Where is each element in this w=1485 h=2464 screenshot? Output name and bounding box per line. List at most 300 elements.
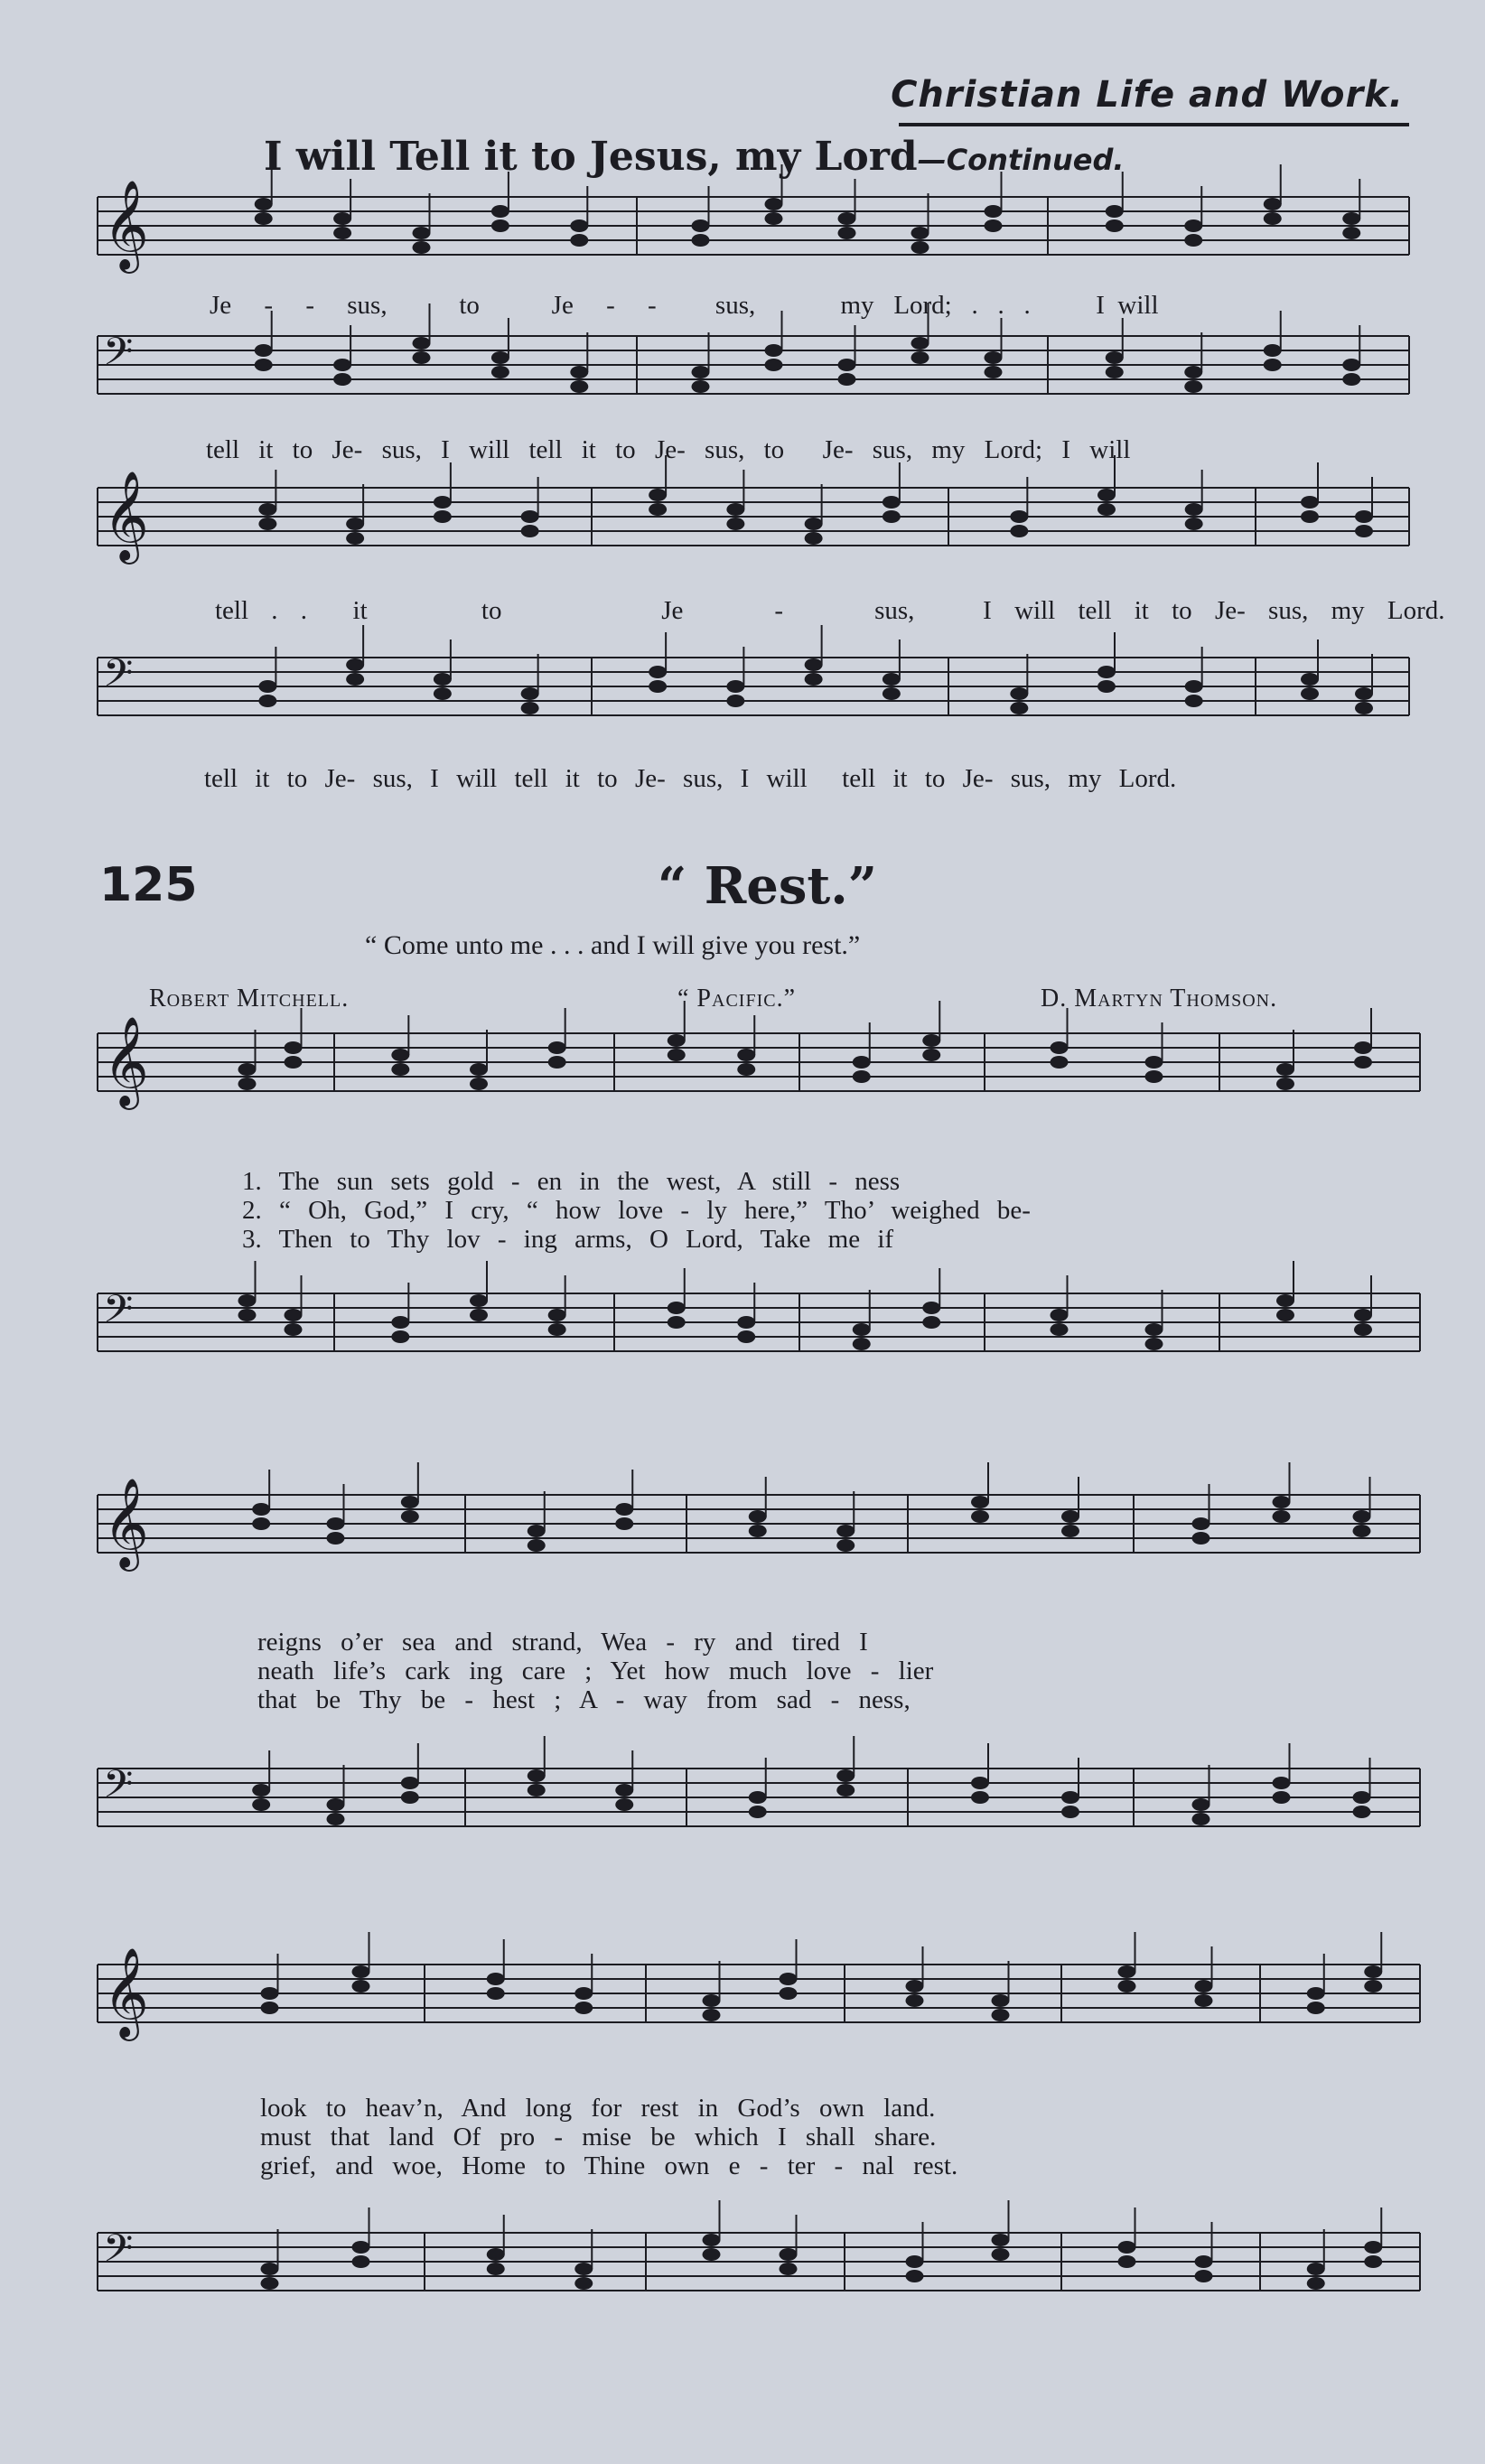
notehead bbox=[749, 1791, 767, 1804]
hymn-epigraph: “ Come unto me . . . and I will give you rest.” bbox=[365, 930, 861, 960]
notehead bbox=[1195, 1980, 1213, 1993]
notehead bbox=[922, 1302, 940, 1314]
notehead bbox=[1097, 503, 1116, 516]
lyric-text: my bbox=[1068, 764, 1102, 793]
notehead bbox=[1354, 1323, 1372, 1336]
treble-clef-icon: 𝄞 bbox=[103, 1947, 149, 2038]
lyric-text: sus, bbox=[1268, 596, 1309, 625]
lyric-text: - bbox=[774, 596, 784, 625]
notehead bbox=[1106, 366, 1124, 378]
notehead bbox=[346, 658, 364, 671]
lyric-text: to bbox=[459, 291, 480, 320]
notehead bbox=[805, 658, 823, 671]
notehead bbox=[1342, 359, 1360, 371]
notehead bbox=[668, 1302, 686, 1314]
notehead bbox=[615, 1784, 633, 1797]
notehead bbox=[391, 1063, 409, 1076]
notehead bbox=[487, 1987, 505, 2000]
notehead bbox=[574, 2002, 593, 2014]
lyric-line-1 bbox=[210, 291, 1159, 321]
notehead bbox=[838, 212, 856, 225]
notehead bbox=[1184, 380, 1202, 393]
lyric-text: my bbox=[1331, 596, 1365, 625]
notehead bbox=[668, 1316, 686, 1329]
notehead bbox=[1264, 212, 1282, 225]
lyric-text: will bbox=[1014, 596, 1056, 625]
notehead bbox=[1364, 1965, 1382, 1978]
notehead bbox=[692, 234, 710, 247]
lyric-text: it bbox=[352, 596, 368, 625]
notehead bbox=[985, 351, 1003, 364]
notehead bbox=[1051, 1041, 1069, 1054]
notehead bbox=[1264, 198, 1282, 210]
notehead bbox=[911, 241, 929, 254]
notehead bbox=[853, 1338, 871, 1350]
notehead bbox=[327, 1798, 345, 1811]
notehead bbox=[333, 227, 351, 239]
notehead bbox=[327, 1517, 345, 1530]
notehead bbox=[491, 205, 509, 218]
notehead bbox=[487, 2263, 505, 2275]
notehead bbox=[401, 1496, 419, 1508]
notehead bbox=[911, 351, 929, 364]
notehead bbox=[703, 2248, 721, 2261]
lyric-text: - bbox=[844, 435, 854, 464]
notehead bbox=[922, 1034, 940, 1047]
notehead bbox=[327, 1532, 345, 1545]
lyric-text: Je bbox=[822, 435, 845, 464]
notehead bbox=[1145, 1323, 1163, 1336]
lyric-text: I bbox=[740, 764, 750, 793]
notehead bbox=[491, 366, 509, 378]
notehead bbox=[1364, 2255, 1382, 2268]
notehead bbox=[649, 666, 667, 678]
notehead bbox=[333, 212, 351, 225]
lyric-text: sus, bbox=[714, 291, 756, 320]
notehead bbox=[333, 373, 351, 386]
notehead bbox=[992, 2248, 1010, 2261]
notehead bbox=[1354, 1041, 1372, 1054]
notehead bbox=[470, 1063, 488, 1076]
notehead bbox=[548, 1323, 566, 1336]
lyric-text: . bbox=[997, 291, 1004, 320]
notehead bbox=[1307, 2277, 1325, 2290]
notehead bbox=[521, 510, 539, 523]
notehead bbox=[1185, 503, 1203, 516]
notehead bbox=[1185, 695, 1203, 707]
lyric-text: Je bbox=[551, 291, 574, 320]
lyric-line-4 bbox=[204, 764, 1176, 794]
notehead bbox=[285, 1041, 303, 1054]
notehead bbox=[1061, 1525, 1079, 1537]
notehead bbox=[1307, 2263, 1325, 2275]
notehead bbox=[258, 680, 276, 693]
notehead bbox=[1342, 212, 1360, 225]
notehead bbox=[992, 2234, 1010, 2246]
notehead bbox=[487, 1973, 505, 1985]
lyric-line-3 bbox=[215, 596, 1445, 626]
lyric-text: tell bbox=[206, 435, 240, 464]
notehead bbox=[1010, 525, 1028, 537]
hymn-number: 125 bbox=[99, 858, 198, 912]
continued-title-text: I will Tell it to Jesus, my Lord bbox=[264, 134, 918, 180]
lyric-text: Je bbox=[1214, 596, 1238, 625]
notehead bbox=[1051, 1309, 1069, 1321]
notehead bbox=[401, 1777, 419, 1789]
notehead bbox=[906, 1994, 924, 2007]
notehead bbox=[780, 1987, 798, 2000]
bass-clef-icon: 𝄢 bbox=[103, 330, 134, 384]
notehead bbox=[258, 503, 276, 516]
notehead bbox=[992, 1994, 1010, 2007]
notehead bbox=[258, 695, 276, 707]
notehead bbox=[805, 518, 823, 530]
verse-line: reigns o’er sea and strand, Wea - ry and tired I bbox=[257, 1628, 868, 1657]
lyric-line-2 bbox=[206, 435, 1130, 465]
treble-clef-icon: 𝄞 bbox=[103, 1016, 149, 1106]
lyric-text: . bbox=[271, 596, 278, 625]
lyric-text: I bbox=[430, 764, 439, 793]
notehead bbox=[491, 219, 509, 232]
notehead bbox=[1273, 1777, 1291, 1789]
notehead bbox=[1264, 359, 1282, 371]
notehead bbox=[1276, 1078, 1294, 1090]
notehead bbox=[574, 1987, 593, 2000]
notehead bbox=[836, 1784, 855, 1797]
notehead bbox=[1097, 666, 1116, 678]
notehead bbox=[971, 1496, 989, 1508]
notehead bbox=[487, 2248, 505, 2261]
lyric-text: Lord; bbox=[893, 291, 952, 320]
notehead bbox=[434, 687, 452, 700]
notehead bbox=[836, 1539, 855, 1552]
notehead bbox=[1276, 1063, 1294, 1076]
notehead bbox=[1273, 1496, 1291, 1508]
notehead bbox=[780, 2248, 798, 2261]
treble-clef-icon: 𝄞 bbox=[103, 471, 149, 561]
lyric-text: to bbox=[615, 435, 636, 464]
notehead bbox=[1195, 2270, 1213, 2282]
lyric-text: sus, bbox=[1010, 764, 1051, 793]
lyric-text: sus, bbox=[874, 596, 915, 625]
notehead bbox=[1276, 1309, 1294, 1321]
notehead bbox=[906, 1980, 924, 1993]
notehead bbox=[1061, 1791, 1079, 1804]
notehead bbox=[1307, 2002, 1325, 2014]
notehead bbox=[252, 1503, 270, 1516]
notehead bbox=[692, 380, 710, 393]
lyric-text: I bbox=[983, 596, 992, 625]
lyric-text: Lord; bbox=[984, 435, 1043, 464]
notehead bbox=[765, 344, 783, 357]
notehead bbox=[491, 351, 509, 364]
notehead bbox=[765, 212, 783, 225]
hymn-author: Robert Mitchell. bbox=[149, 985, 350, 1013]
notehead bbox=[922, 1049, 940, 1061]
notehead bbox=[668, 1034, 686, 1047]
notehead bbox=[1264, 344, 1282, 357]
notehead bbox=[470, 1078, 488, 1090]
lyric-text: tell bbox=[842, 764, 876, 793]
lyric-text: will bbox=[1117, 291, 1159, 320]
notehead bbox=[548, 1041, 566, 1054]
lyric-text: it bbox=[255, 764, 270, 793]
notehead bbox=[570, 234, 588, 247]
notehead bbox=[327, 1813, 345, 1825]
notehead bbox=[1097, 680, 1116, 693]
notehead bbox=[391, 1330, 409, 1343]
notehead bbox=[1192, 1798, 1210, 1811]
notehead bbox=[1061, 1806, 1079, 1818]
verse-row-3 bbox=[260, 2094, 957, 2180]
notehead bbox=[692, 219, 710, 232]
lyric-text: to bbox=[597, 764, 618, 793]
notehead bbox=[521, 525, 539, 537]
notehead bbox=[1273, 1510, 1291, 1523]
notehead bbox=[985, 205, 1003, 218]
notehead bbox=[285, 1309, 303, 1321]
notehead bbox=[749, 1510, 767, 1523]
notehead bbox=[346, 673, 364, 686]
verse-line: 3. Then to Thy lov - ing arms, O Lord, Take me if bbox=[242, 1225, 894, 1254]
notehead bbox=[615, 1503, 633, 1516]
notehead bbox=[352, 2255, 370, 2268]
lyric-text: tell bbox=[528, 435, 563, 464]
notehead bbox=[401, 1510, 419, 1523]
notehead bbox=[836, 1769, 855, 1782]
lyric-text: Je bbox=[210, 291, 232, 320]
hymn-composer: D. Martyn Thomson. bbox=[1041, 985, 1278, 1013]
lyric-text: Je bbox=[962, 764, 985, 793]
notehead bbox=[1301, 687, 1319, 700]
notehead bbox=[1061, 1510, 1079, 1523]
notehead bbox=[971, 1777, 989, 1789]
lyric-text: Lord. bbox=[1118, 764, 1177, 793]
notehead bbox=[1010, 510, 1028, 523]
notehead bbox=[703, 1994, 721, 2007]
notehead bbox=[649, 503, 667, 516]
notehead bbox=[615, 1798, 633, 1811]
notehead bbox=[1354, 1056, 1372, 1069]
notehead bbox=[1364, 2241, 1382, 2254]
notehead bbox=[1192, 1532, 1210, 1545]
notehead bbox=[333, 359, 351, 371]
notehead bbox=[413, 351, 431, 364]
treble-clef-icon: 𝄞 bbox=[103, 1478, 149, 1568]
lyric-text: to bbox=[924, 764, 946, 793]
notehead bbox=[1355, 525, 1373, 537]
lyric-text: . bbox=[300, 596, 308, 625]
notehead bbox=[261, 2263, 279, 2275]
notehead bbox=[1354, 1309, 1372, 1321]
treble-clef-icon: 𝄞 bbox=[103, 180, 149, 270]
notehead bbox=[1184, 234, 1202, 247]
notehead bbox=[1353, 1525, 1371, 1537]
notehead bbox=[255, 359, 273, 371]
notehead bbox=[1106, 351, 1124, 364]
notehead bbox=[1353, 1791, 1371, 1804]
notehead bbox=[1195, 2255, 1213, 2268]
notehead bbox=[853, 1070, 871, 1083]
notehead bbox=[1364, 1980, 1382, 1993]
notehead bbox=[238, 1063, 257, 1076]
lyric-text: it bbox=[258, 435, 274, 464]
lyric-text: my bbox=[840, 291, 874, 320]
notehead bbox=[726, 680, 744, 693]
notehead bbox=[906, 2255, 924, 2268]
notehead bbox=[261, 2277, 279, 2290]
lyric-text: - bbox=[346, 764, 356, 793]
verse-line: neath life’s cark ing care ; Yet how much love - lier bbox=[257, 1657, 934, 1685]
notehead bbox=[391, 1316, 409, 1329]
lyric-text: I bbox=[1061, 435, 1071, 464]
lyric-text: will bbox=[1089, 435, 1131, 464]
notehead bbox=[615, 1517, 633, 1530]
notehead bbox=[1106, 219, 1124, 232]
lyric-text: Je bbox=[634, 764, 658, 793]
bass-clef-icon: 𝄢 bbox=[103, 1287, 134, 1341]
notehead bbox=[258, 518, 276, 530]
notehead bbox=[1010, 687, 1028, 700]
lyric-text: tell bbox=[514, 764, 548, 793]
verse-row-1 bbox=[242, 1167, 1031, 1254]
notehead bbox=[838, 359, 856, 371]
notehead bbox=[780, 2263, 798, 2275]
notehead bbox=[528, 1539, 546, 1552]
notehead bbox=[1192, 1813, 1210, 1825]
lyric-text: I bbox=[441, 435, 450, 464]
lyric-text: my bbox=[931, 435, 966, 464]
notehead bbox=[434, 673, 452, 686]
hymn-title: “ Rest.” bbox=[658, 856, 877, 916]
notehead bbox=[1185, 680, 1203, 693]
notehead bbox=[238, 1078, 257, 1090]
notehead bbox=[726, 695, 744, 707]
lyric-text: Je bbox=[654, 435, 677, 464]
lyric-text: to bbox=[763, 435, 785, 464]
lyric-text: - bbox=[353, 435, 363, 464]
notehead bbox=[238, 1309, 257, 1321]
notehead bbox=[765, 198, 783, 210]
notehead bbox=[737, 1316, 755, 1329]
notehead bbox=[906, 2270, 924, 2282]
notehead bbox=[749, 1806, 767, 1818]
notehead bbox=[238, 1294, 257, 1307]
notehead bbox=[692, 366, 710, 378]
notehead bbox=[749, 1525, 767, 1537]
lyric-text: tell bbox=[215, 596, 249, 625]
lyric-text: it bbox=[892, 764, 908, 793]
notehead bbox=[1118, 2255, 1136, 2268]
notehead bbox=[1185, 518, 1203, 530]
bass-clef-icon: 𝄢 bbox=[103, 651, 134, 705]
notehead bbox=[574, 2263, 593, 2275]
notehead bbox=[401, 1791, 419, 1804]
notehead bbox=[255, 198, 273, 210]
notehead bbox=[838, 373, 856, 386]
lyric-text: to bbox=[286, 764, 308, 793]
notehead bbox=[911, 337, 929, 350]
notehead bbox=[528, 1784, 546, 1797]
notehead bbox=[1355, 510, 1373, 523]
notehead bbox=[570, 380, 588, 393]
notehead bbox=[1097, 489, 1116, 501]
notehead bbox=[1184, 366, 1202, 378]
notehead bbox=[1010, 702, 1028, 714]
notehead bbox=[1273, 1791, 1291, 1804]
bass-clef-icon: 𝄢 bbox=[103, 1762, 134, 1816]
notehead bbox=[1118, 1980, 1136, 1993]
notehead bbox=[883, 496, 901, 509]
notehead bbox=[1184, 219, 1202, 232]
lyric-text: Je bbox=[332, 435, 354, 464]
notehead bbox=[346, 532, 364, 545]
verse-line: 2. “ Oh, God,” I cry, “ how love - ly here,” Tho’ weighed be- bbox=[242, 1196, 1031, 1225]
notehead bbox=[413, 241, 431, 254]
verse-line: 1. The sun sets gold - en in the west, A still - ness bbox=[242, 1167, 901, 1196]
lyric-text: will bbox=[469, 435, 510, 464]
notehead bbox=[1192, 1517, 1210, 1530]
lyric-text: sus, bbox=[372, 764, 413, 793]
notehead bbox=[985, 219, 1003, 232]
verse-line: look to heav’n, And long for rest in God’s own land. bbox=[260, 2094, 936, 2123]
notehead bbox=[726, 503, 744, 516]
lyric-text: sus, bbox=[381, 435, 422, 464]
notehead bbox=[252, 1517, 270, 1530]
lyric-text: will bbox=[456, 764, 498, 793]
notehead bbox=[285, 1056, 303, 1069]
notehead bbox=[1355, 702, 1373, 714]
continued-suffix: —Continued. bbox=[917, 143, 1125, 177]
notehead bbox=[528, 1525, 546, 1537]
lyric-text: sus, bbox=[683, 764, 724, 793]
notehead bbox=[805, 532, 823, 545]
notehead bbox=[391, 1049, 409, 1061]
notehead bbox=[261, 1987, 279, 2000]
notehead bbox=[1301, 510, 1319, 523]
notehead bbox=[413, 337, 431, 350]
notehead bbox=[528, 1769, 546, 1782]
lyric-text: - bbox=[606, 291, 615, 320]
lyric-text: tell bbox=[1078, 596, 1112, 625]
notehead bbox=[255, 212, 273, 225]
notehead bbox=[853, 1056, 871, 1069]
lyric-text: . bbox=[1023, 291, 1031, 320]
lyric-text: to bbox=[292, 435, 313, 464]
notehead bbox=[1118, 1965, 1136, 1978]
lyric-text: sus, bbox=[872, 435, 913, 464]
notehead bbox=[570, 366, 588, 378]
lyric-text: - bbox=[657, 764, 666, 793]
notehead bbox=[1118, 2241, 1136, 2254]
notehead bbox=[470, 1309, 488, 1321]
notehead bbox=[1051, 1323, 1069, 1336]
notehead bbox=[252, 1798, 270, 1811]
notehead bbox=[1307, 1987, 1325, 2000]
notehead bbox=[985, 366, 1003, 378]
hymn-tune: “ Pacific.” bbox=[677, 985, 796, 1013]
notehead bbox=[971, 1510, 989, 1523]
section-header: Christian Life and Work. bbox=[891, 74, 1404, 116]
notehead bbox=[883, 673, 901, 686]
notehead bbox=[1342, 373, 1360, 386]
notehead bbox=[548, 1056, 566, 1069]
notehead bbox=[1301, 496, 1319, 509]
notehead bbox=[703, 2009, 721, 2021]
lyric-text: it bbox=[1134, 596, 1149, 625]
verse-row-2 bbox=[257, 1628, 933, 1714]
notehead bbox=[1145, 1338, 1163, 1350]
